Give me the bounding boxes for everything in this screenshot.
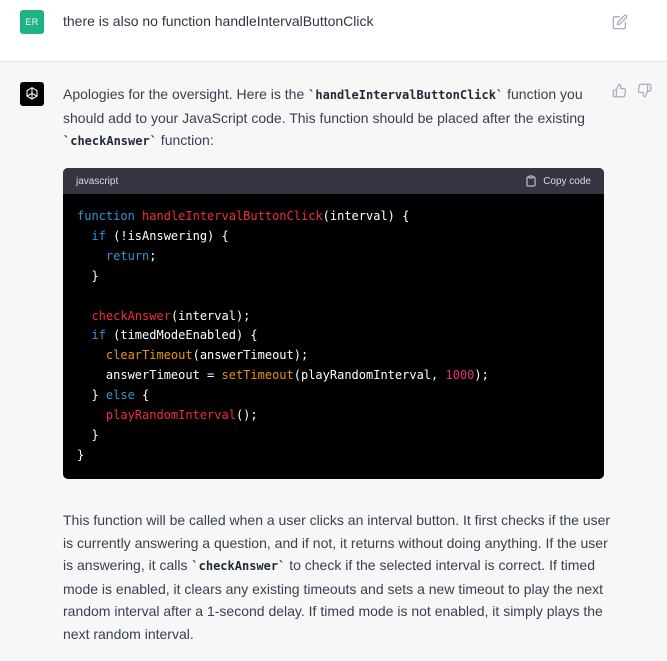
copy-code-label: Copy code [543,175,591,187]
code-line [77,287,590,307]
code-token: function [77,209,143,223]
edit-icon[interactable] [612,14,628,30]
code-token: (playRandomInterval, [293,368,446,383]
user-avatar-initials: ER [25,17,39,27]
explanation-line-3 [63,554,608,578]
code-token: 1000 [445,368,475,383]
code-line [77,386,590,406]
code-line [77,366,590,386]
intro-text: Apologies for the oversight. Here is the [63,86,309,102]
user-avatar [20,10,44,34]
code-token: (answerTimeout); [192,348,309,363]
code-line [77,207,590,227]
explanation-line-4: mode is enabled, it clears any existing timeouts and sets a new timeout to play the next [63,580,604,597]
code-token: answerTimeout = [77,368,222,383]
code-line [77,326,590,346]
code-line [77,406,590,426]
code-token: else [105,388,135,403]
explanation-text: to check if the selected interval is correct. If timed [285,557,595,573]
code-line [77,346,590,366]
user-message-row [0,0,667,62]
code-token: setTimeout [221,368,294,383]
assistant-explanation-paragraph [63,509,611,645]
explanation-line-1: This function will be called when a user clicks an interval button. It first checks if the user [63,512,611,528]
code-line [77,307,590,327]
intro-text: function: [156,132,214,148]
inline-code: `handleIntervalButtonClick` [308,88,504,102]
code-line [77,247,590,267]
intro-line-1 [63,83,608,107]
code-token: checkAnswer [91,308,171,323]
code-token: } [77,427,99,442]
assistant-message-row [0,62,667,661]
explanation-line-5: random interval after a 1-second delay. If timed mode is not enabled, it simply plays the [63,603,603,619]
code-language-label: javascript [76,175,119,187]
code-token: handleIntervalButtonClick [142,209,323,223]
thumbs-down-icon[interactable] [637,83,652,98]
code-token: } [77,447,85,462]
explanation-line-2: is currently answering a question, and if not, it returns without doing anything. If the user [63,534,608,551]
code-token: (interval); [170,308,251,323]
inline-code: `checkAnswer` [191,559,286,573]
code-token: (timedModeEnabled) { [105,328,258,343]
code-token: return [105,248,150,263]
code-token: (interval) { [322,209,410,223]
code-token [77,249,106,263]
assistant-avatar [20,82,44,106]
assistant-intro-paragraph [63,83,608,153]
copy-code-button[interactable] [525,175,591,187]
code-token [77,309,91,323]
code-token: ; [149,248,157,263]
inline-code: `checkAnswer` [63,134,157,148]
code-token: (); [235,408,258,423]
clipboard-icon [525,175,537,187]
code-token: if [91,328,106,343]
code-token [77,348,106,362]
code-token [77,229,91,243]
user-message-text: there is also no function handleIntervalButtonClick [63,13,374,29]
code-body [63,194,604,479]
code-line [77,227,590,247]
code-line [77,446,590,466]
code-token: { [134,388,150,403]
code-token: } [77,388,106,403]
code-token: playRandomInterval [105,408,236,423]
intro-line-3 [63,129,608,153]
code-token [77,408,106,422]
code-line [77,267,590,287]
code-token: (!isAnswering) { [105,228,229,243]
code-token: } [77,268,99,283]
explanation-line-6: next random interval. [63,625,194,642]
intro-text: function you [503,86,583,102]
openai-logo-icon [24,86,40,102]
thumbs-up-icon[interactable] [612,83,627,98]
code-token: ); [474,368,489,383]
code-token: if [91,228,106,243]
code-token [77,328,91,342]
explanation-text: is answering, it calls [63,557,192,573]
code-block [63,168,604,479]
code-header [63,168,604,194]
intro-line-2: should add to your JavaScript code. This function should be placed after the existing [63,109,585,126]
code-token: clearTimeout [105,348,193,363]
code-line [77,426,590,446]
